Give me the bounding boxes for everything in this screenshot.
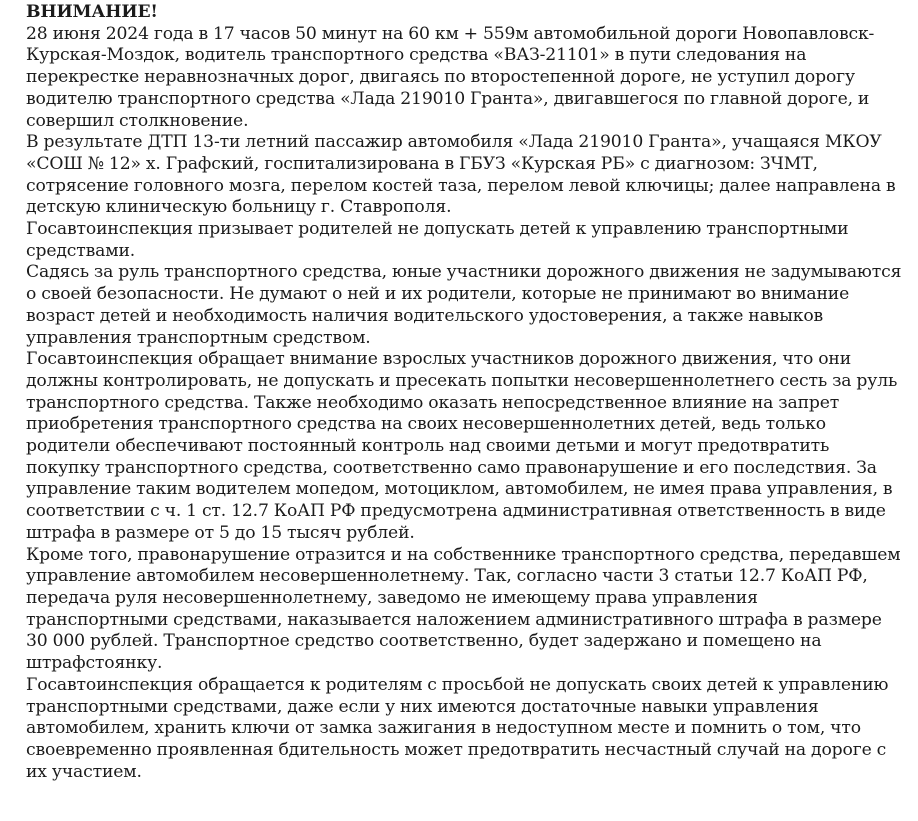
paragraph-safety: Садясь за руль транспортного средства, юные участники дорожного движения не задумываются о своей безопасности. Не думают о ней и их родители, которые не принимают во внимание возраст детей и необходимость наличия водительского удостоверения, а также навыков управления транспортным средством.	[26, 262, 902, 348]
paragraph-incident: 28 июня 2024 года в 17 часов 50 минут на 60 км + 559м автомобильной дороги Новопавловск-Курская-Моздок, водитель транспортного средства «ВАЗ-21101» в пути следования на перекрестке неравнозначных дорог, двигаясь по второстепенной дороге, не уступил дорогу водителю транспортного средства «Лада 219010 Гранта», двигавшегося по главной дороге, и совершил столкновение.	[26, 23, 875, 131]
paragraph-responsibility: Госавтоинспекция обращает внимание взрослых участников дорожного движения, что они должны контролировать, не допускать и пресекать попытки несовершеннолетнего сесть за руль транспортного средства. Также необходимо оказать непосредственное влияние на запрет приобретения транспортного средства на своих несовершеннолетних детей, ведь только родители обеспечивают постоянный контроль над своими детьми и могут предотвратить покупку транспортного средства, соответственно само правонарушение и его последствия. За управление таким водителем мопедом, мотоциклом, автомобилем, не имея права управления, в соответствии с ч. 1 ст. 12.7 КоАП РФ предусмотрена административная ответственность в виде штрафа в размере от 5 до 15 тысяч рублей.	[26, 349, 898, 543]
paragraph-request: Госавтоинспекция обращается к родителям с просьбой не допускать своих детей к управлению транспортными средствами, даже если у них имеются достаточные навыки управления автомобилем, хранить ключи от замка зажигания в недоступном месте и помнить о том, что своевременно проявленная бдительность может предотвратить несчастный случай на дороге с их участием.	[26, 674, 889, 782]
paragraph-owner-liability: Кроме того, правонарушение отразится и на собственнике транспортного средства, передавшем управление автомобилем несовершеннолетнему. Так, согласно части 3 статьи 12.7 КоАП РФ, передача руля несовершеннолетнему, заведомо не имеющему права управления транспортными средствами, наказывается наложением административного штрафа в размере 30 000 рублей. Транспортное средство соответственно, будет задержано и помещено на штрафстоянку.	[26, 544, 901, 674]
paragraph-injuries: В результате ДТП 13-ти летний пассажир автомобиля «Лада 219010 Гранта», учащаяся МКОУ «СОШ № 12» х. Графский, госпитализирована в ГБУЗ «Курская РБ» с диагнозом: ЗЧМТ, сотрясение головного мозга, перелом костей таза, перелом левой ключицы; далее направлена в детскую клиническую больницу г. Ставрополя.	[26, 132, 896, 218]
document-title: ВНИМАНИЕ!	[26, 2, 158, 22]
paragraph-appeal: Госавтоинспекция призывает родителей не допускать детей к управлению транспортными средствами.	[26, 219, 849, 261]
